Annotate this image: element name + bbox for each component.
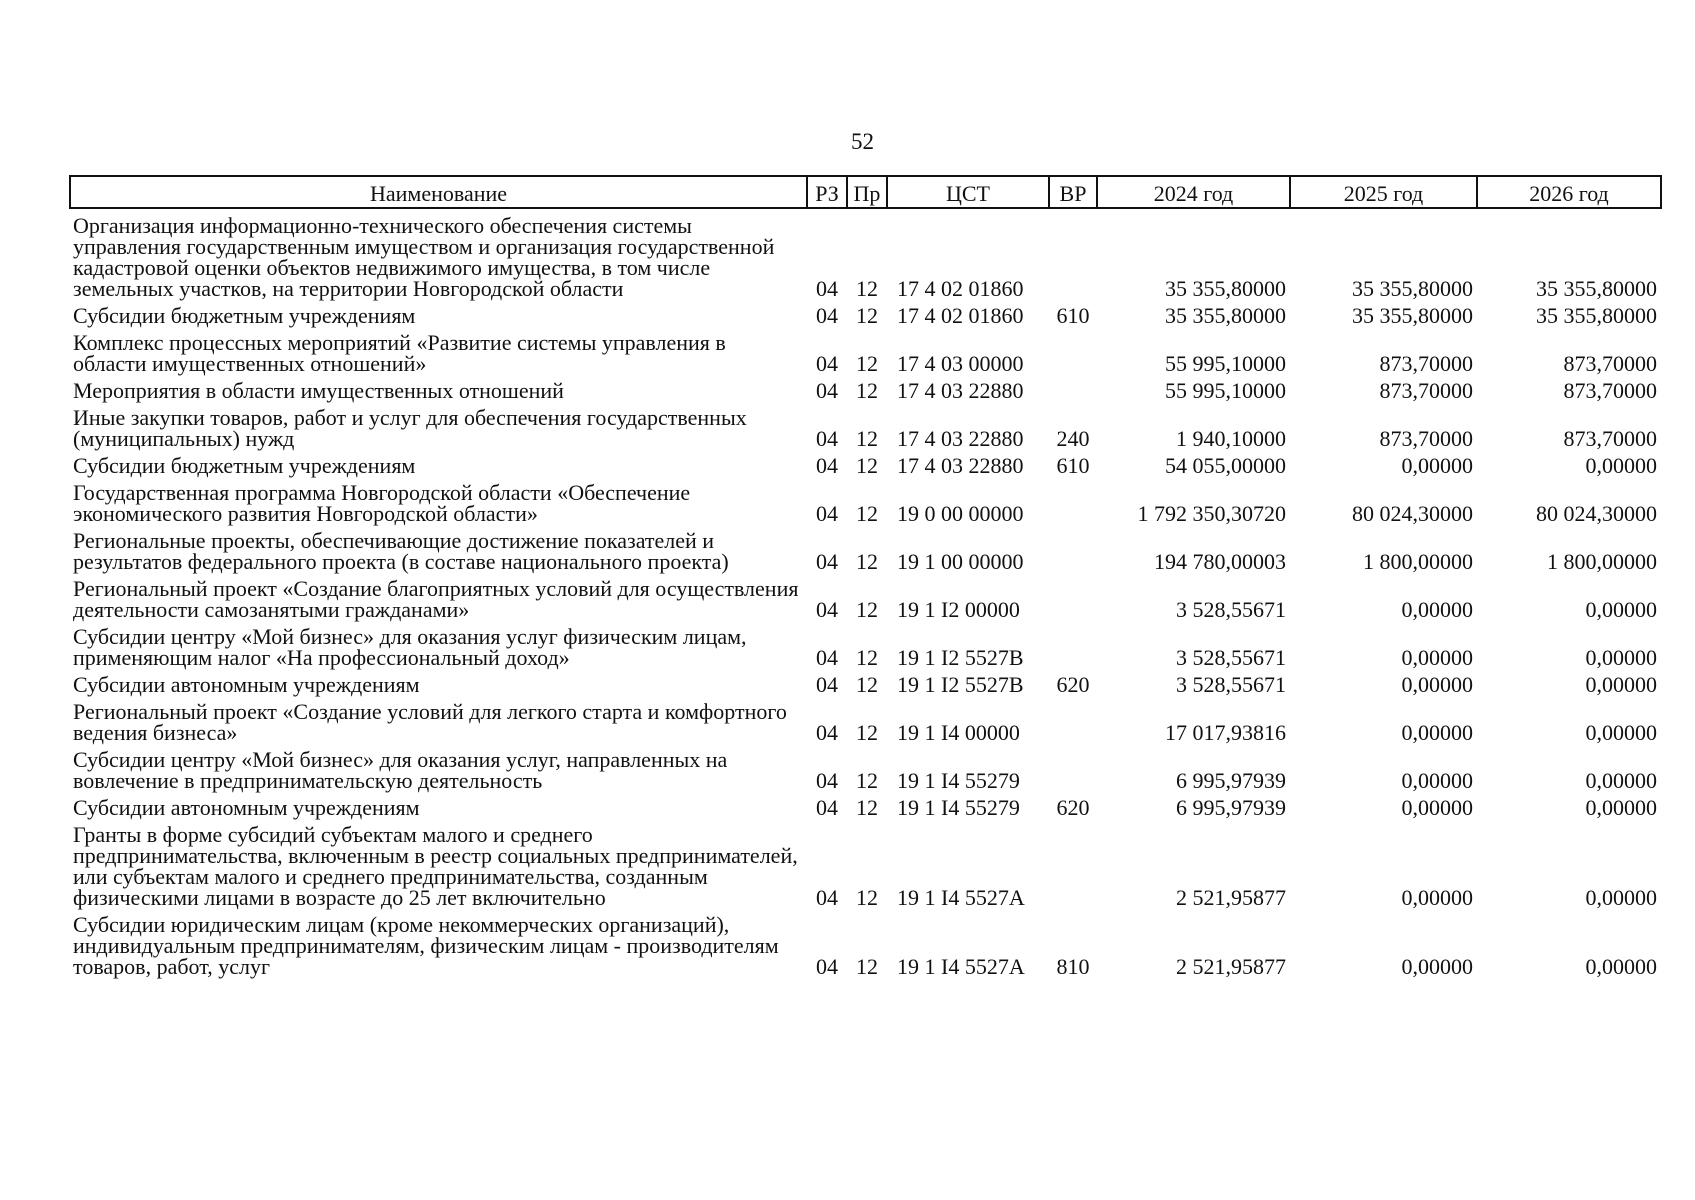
cell-y2026: 1 800,00000 <box>1547 549 1657 574</box>
table-row <box>70 449 1661 476</box>
cell-name: Субсидии автономным учреждениям <box>73 672 420 697</box>
cell-pr: 12 <box>856 672 878 697</box>
cell-pr: 12 <box>856 954 878 979</box>
cell-y2025: 873,70000 <box>1379 351 1473 376</box>
cell-rz: 04 <box>816 885 838 910</box>
cell-y2024: 6 995,97939 <box>1176 768 1286 793</box>
cell-vr: 610 <box>1056 303 1090 328</box>
cell-y2024: 194 780,00003 <box>1154 549 1286 574</box>
cell-rz: 04 <box>816 276 838 301</box>
cell-name: Субсидии центру «Мой бизнес» для оказания услуг физическим лицам, применяющим налог «На профессиональный доход» <box>73 624 747 670</box>
cell-y2024: 2 521,95877 <box>1176 954 1286 979</box>
cell-vr <box>1049 620 1097 668</box>
cell-pr: 12 <box>856 720 878 745</box>
cell-y2026: 873,70000 <box>1563 378 1657 403</box>
cell-cst: 17 4 03 00000 <box>897 351 1024 376</box>
header-2026: 2026 год <box>1477 176 1661 208</box>
cell-cst: 19 1 I4 55279 <box>897 795 1020 820</box>
cell-pr: 12 <box>856 885 878 910</box>
table-row <box>70 326 1661 374</box>
cell-rz: 04 <box>816 378 838 403</box>
cell-y2026: 0,00000 <box>1585 645 1657 670</box>
budget-table <box>69 175 1662 977</box>
cell-y2026: 873,70000 <box>1563 426 1657 451</box>
cell-y2025: 80 024,30000 <box>1352 501 1473 526</box>
cell-y2025: 0,00000 <box>1401 453 1473 478</box>
cell-y2026: 873,70000 <box>1563 351 1657 376</box>
cell-vr <box>1049 572 1097 620</box>
header-name: Наименование <box>70 176 807 208</box>
cell-cst: 19 1 I2 00000 <box>897 597 1020 622</box>
cell-y2025: 873,70000 <box>1379 378 1473 403</box>
cell-y2025: 873,70000 <box>1379 426 1473 451</box>
cell-vr <box>1049 818 1097 908</box>
cell-cst: 19 0 00 00000 <box>897 501 1024 526</box>
cell-pr: 12 <box>856 303 878 328</box>
cell-vr: 620 <box>1056 795 1090 820</box>
header-2024: 2024 год <box>1097 176 1290 208</box>
cell-y2024: 54 055,00000 <box>1165 453 1286 478</box>
table-row <box>70 620 1661 668</box>
cell-y2026: 0,00000 <box>1585 453 1657 478</box>
header-vr: ВР <box>1049 176 1097 208</box>
cell-cst: 19 1 I2 5527B <box>897 645 1024 670</box>
cell-y2026: 0,00000 <box>1585 720 1657 745</box>
table-header-row <box>70 176 1661 208</box>
cell-name: Субсидии бюджетным учреждениям <box>73 303 416 328</box>
cell-y2026: 0,00000 <box>1585 885 1657 910</box>
cell-vr: 620 <box>1056 672 1090 697</box>
cell-y2025: 0,00000 <box>1401 954 1473 979</box>
cell-y2025: 0,00000 <box>1401 672 1473 697</box>
header-pr: Пр <box>847 176 887 208</box>
cell-pr: 12 <box>856 645 878 670</box>
cell-cst: 17 4 03 22880 <box>897 426 1024 451</box>
table-row <box>70 791 1661 818</box>
cell-rz: 04 <box>816 303 838 328</box>
cell-y2025: 0,00000 <box>1401 795 1473 820</box>
cell-cst: 19 1 I2 5527B <box>897 672 1024 697</box>
cell-y2024: 35 355,80000 <box>1165 276 1286 301</box>
table-row <box>70 401 1661 449</box>
cell-vr <box>1049 695 1097 743</box>
cell-y2024: 55 995,10000 <box>1165 378 1286 403</box>
cell-name: Организация информационно-технического обеспечения системы управления государственным имуществом и организация государственной кадастровой оценки объектов недвижимого имущества, в том числе земельных участков, на территории Новгородской области <box>73 213 775 301</box>
cell-y2024: 2 521,95877 <box>1176 885 1286 910</box>
table-row <box>70 208 1661 299</box>
cell-rz: 04 <box>816 549 838 574</box>
cell-vr: 610 <box>1056 453 1090 478</box>
table-row <box>70 374 1661 401</box>
cell-name: Региональный проект «Создание условий для легкого старта и комфортного ведения бизнеса» <box>73 699 787 745</box>
cell-vr: 810 <box>1056 954 1090 979</box>
cell-name: Комплекс процессных мероприятий «Развитие системы управления в области имущественных отношений» <box>73 330 726 376</box>
header-rz: РЗ <box>807 176 847 208</box>
cell-y2025: 0,00000 <box>1401 768 1473 793</box>
cell-y2026: 0,00000 <box>1585 954 1657 979</box>
cell-vr <box>1049 208 1097 299</box>
cell-name: Иные закупки товаров, работ и услуг для обеспечения государственных (муниципальных) нужд <box>73 405 747 451</box>
cell-pr: 12 <box>856 795 878 820</box>
header-cst: ЦСТ <box>887 176 1049 208</box>
cell-name: Государственная программа Новгородской области «Обеспечение экономического развития Новгородской области» <box>73 480 691 526</box>
cell-pr: 12 <box>856 378 878 403</box>
cell-y2025: 1 800,00000 <box>1363 549 1473 574</box>
cell-y2026: 35 355,80000 <box>1536 276 1657 301</box>
cell-cst: 17 4 03 22880 <box>897 378 1024 403</box>
cell-cst: 19 1 00 00000 <box>897 549 1024 574</box>
cell-rz: 04 <box>816 672 838 697</box>
cell-pr: 12 <box>856 768 878 793</box>
cell-name: Мероприятия в области имущественных отношений <box>73 378 564 403</box>
table-body <box>70 208 1661 977</box>
cell-rz: 04 <box>816 426 838 451</box>
cell-name: Региональные проекты, обеспечивающие достижение показателей и результатов федерального проекта (в составе национального проекта) <box>73 528 729 574</box>
cell-name: Субсидии автономным учреждениям <box>73 795 420 820</box>
table-row <box>70 743 1661 791</box>
cell-pr: 12 <box>856 276 878 301</box>
cell-vr <box>1049 743 1097 791</box>
cell-y2024: 6 995,97939 <box>1176 795 1286 820</box>
cell-name: Субсидии юридическим лицам (кроме некоммерческих организаций), индивидуальным предпринимателям, физическим лицам - производителям товаров, работ, услуг <box>73 912 779 979</box>
cell-pr: 12 <box>856 351 878 376</box>
cell-rz: 04 <box>816 954 838 979</box>
cell-name: Гранты в форме субсидий субъектам малого и среднего предпринимательства, включенным в реестр социальных предпринимателей, или субъектам малого и среднего предпринимательства, созданным физическими лицами в возрасте до 25 лет включительно <box>73 822 798 910</box>
cell-pr: 12 <box>856 453 878 478</box>
cell-rz: 04 <box>816 501 838 526</box>
table-row <box>70 818 1661 908</box>
cell-cst: 19 1 I4 00000 <box>897 720 1020 745</box>
cell-y2026: 0,00000 <box>1585 795 1657 820</box>
header-2025: 2025 год <box>1290 176 1477 208</box>
cell-cst: 17 4 02 01860 <box>897 303 1024 328</box>
cell-y2025: 0,00000 <box>1401 885 1473 910</box>
cell-pr: 12 <box>856 426 878 451</box>
cell-y2025: 0,00000 <box>1401 645 1473 670</box>
cell-cst: 19 1 I4 55279 <box>897 768 1020 793</box>
cell-y2025: 35 355,80000 <box>1352 303 1473 328</box>
table-row <box>70 908 1661 977</box>
cell-y2025: 35 355,80000 <box>1352 276 1473 301</box>
cell-pr: 12 <box>856 597 878 622</box>
cell-y2026: 0,00000 <box>1585 768 1657 793</box>
cell-rz: 04 <box>816 795 838 820</box>
cell-vr <box>1049 374 1097 401</box>
cell-rz: 04 <box>816 597 838 622</box>
cell-y2024: 17 017,93816 <box>1165 720 1286 745</box>
cell-y2024: 3 528,55671 <box>1176 672 1286 697</box>
table-row <box>70 695 1661 743</box>
cell-y2024: 3 528,55671 <box>1176 645 1286 670</box>
cell-rz: 04 <box>816 645 838 670</box>
page-number: 52 <box>851 129 874 154</box>
cell-y2026: 0,00000 <box>1585 597 1657 622</box>
table-row <box>70 299 1661 326</box>
cell-rz: 04 <box>816 768 838 793</box>
cell-vr <box>1049 476 1097 524</box>
cell-vr: 240 <box>1056 426 1090 451</box>
cell-pr: 12 <box>856 549 878 574</box>
cell-vr <box>1049 524 1097 572</box>
table-row <box>70 524 1661 572</box>
cell-cst: 19 1 I4 5527A <box>897 885 1025 910</box>
cell-y2026: 80 024,30000 <box>1536 501 1657 526</box>
cell-y2025: 0,00000 <box>1401 597 1473 622</box>
cell-y2026: 0,00000 <box>1585 672 1657 697</box>
cell-y2026: 35 355,80000 <box>1536 303 1657 328</box>
cell-name: Субсидии центру «Мой бизнес» для оказания услуг, направленных на вовлечение в предпринимательскую деятельность <box>73 747 728 793</box>
cell-y2025: 0,00000 <box>1401 720 1473 745</box>
table-row <box>70 668 1661 695</box>
cell-name: Субсидии бюджетным учреждениям <box>73 453 416 478</box>
cell-y2024: 1 792 350,30720 <box>1137 501 1286 526</box>
cell-cst: 17 4 02 01860 <box>897 276 1024 301</box>
cell-y2024: 35 355,80000 <box>1165 303 1286 328</box>
cell-cst: 17 4 03 22880 <box>897 453 1024 478</box>
cell-cst: 19 1 I4 5527A <box>897 954 1025 979</box>
cell-pr: 12 <box>856 501 878 526</box>
cell-rz: 04 <box>816 720 838 745</box>
cell-name: Региональный проект «Создание благоприятных условий для осуществления деятельности самозанятыми гражданами» <box>73 576 799 622</box>
table-row <box>70 476 1661 524</box>
cell-y2024: 3 528,55671 <box>1176 597 1286 622</box>
cell-y2024: 1 940,10000 <box>1176 426 1286 451</box>
table-row <box>70 572 1661 620</box>
cell-vr <box>1049 326 1097 374</box>
cell-y2024: 55 995,10000 <box>1165 351 1286 376</box>
cell-rz: 04 <box>816 351 838 376</box>
cell-rz: 04 <box>816 453 838 478</box>
